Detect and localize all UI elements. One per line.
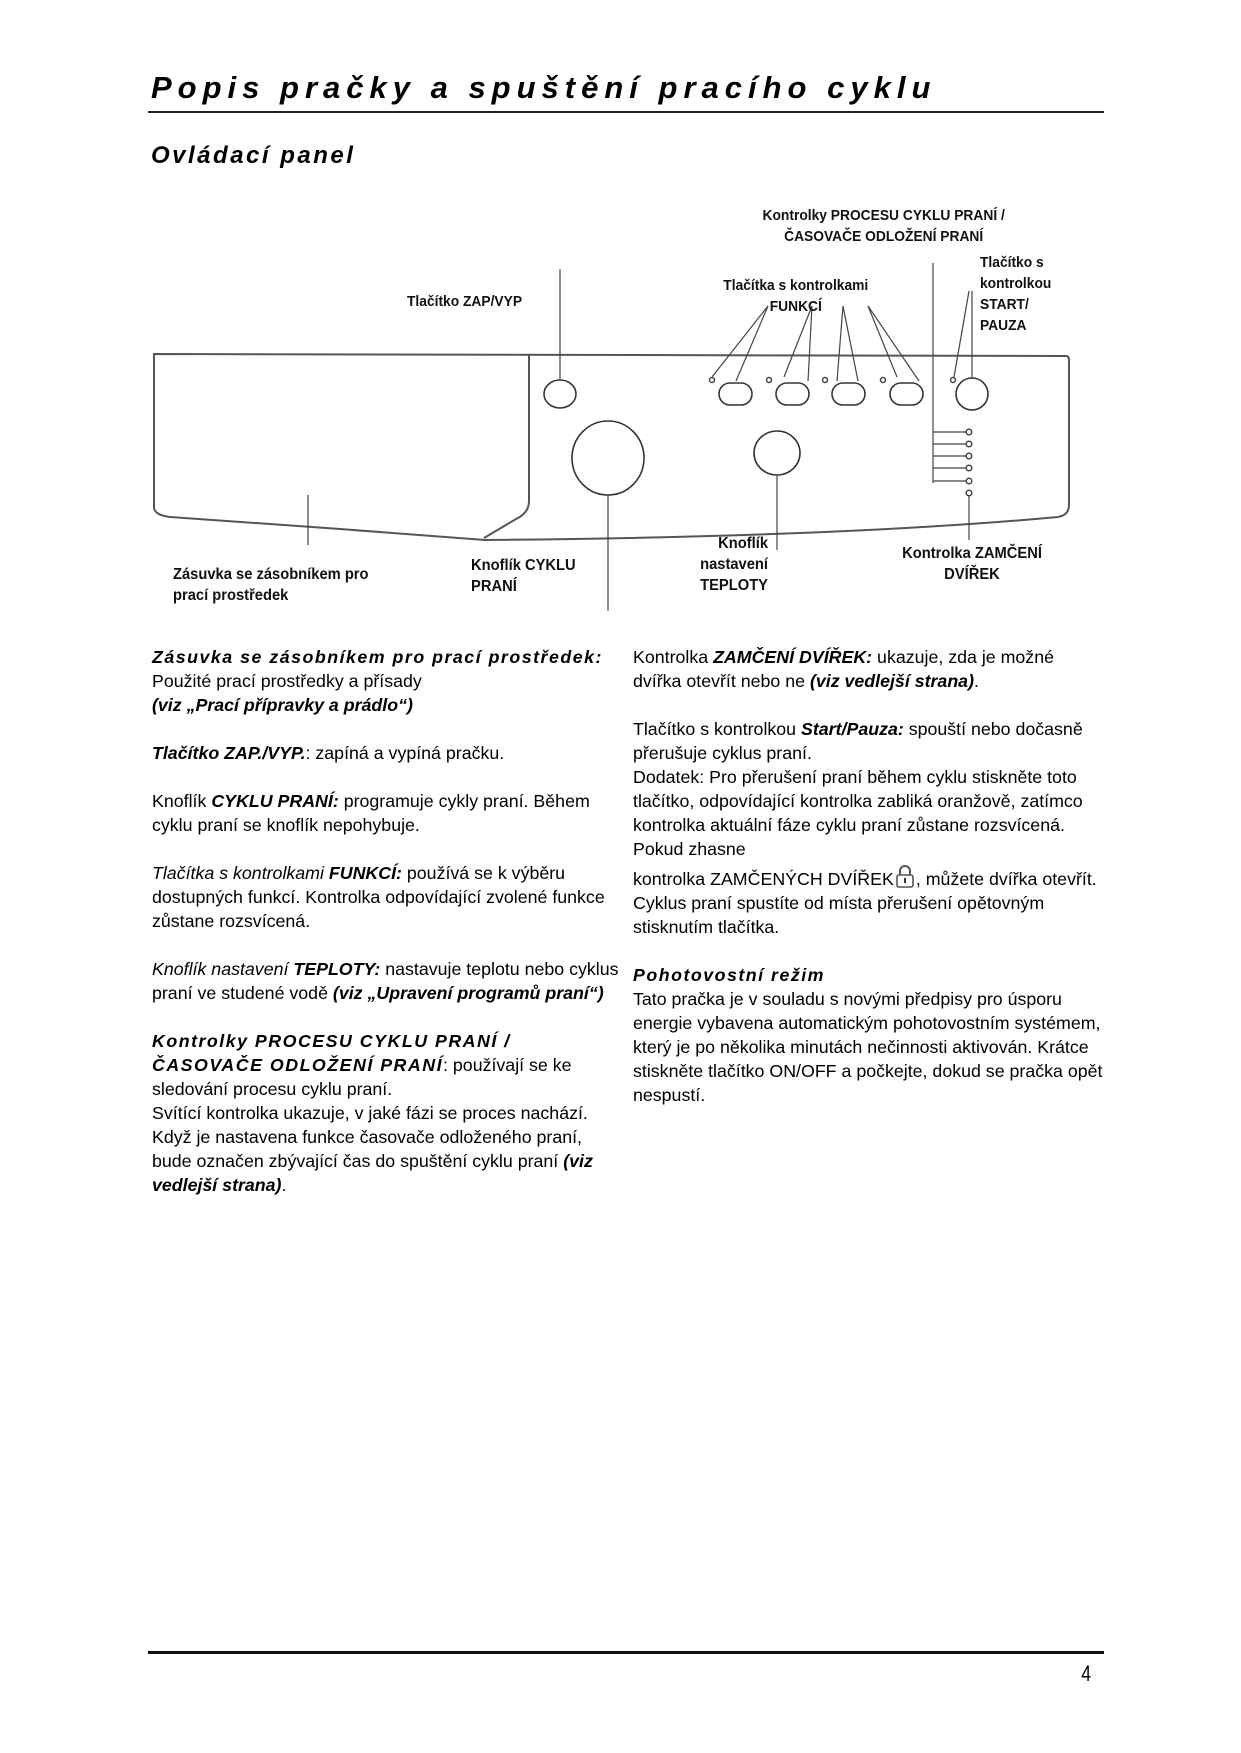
label-line: Zásuvka se zásobníkem pro xyxy=(173,566,369,583)
function-button-3-drawing xyxy=(832,383,865,405)
drawer-edge xyxy=(484,354,529,538)
label-line: Tlačítka s kontrolkami xyxy=(723,277,869,294)
left-column xyxy=(152,645,622,1197)
text: ukazuje, zda je možné dvířka otevřít nebo ne xyxy=(633,647,1054,691)
text: Tlačítka s kontrolkami xyxy=(152,863,329,883)
text: . xyxy=(281,1175,287,1195)
cross-reference: (viz „Prací přípravky a prádlo“) xyxy=(152,695,413,715)
label-temp-knob xyxy=(667,533,768,596)
label-line: kontrolkou xyxy=(980,275,1052,292)
text: Použité prací prostředky a přísady xyxy=(152,671,422,691)
drawer-description xyxy=(152,645,622,717)
text: Kontrolka xyxy=(633,647,714,667)
label-line: PAUZA xyxy=(980,317,1027,334)
label-line: Knoflík CYKLU xyxy=(471,557,576,574)
progress-leds-description xyxy=(152,1029,622,1197)
text: : zapíná a vypíná pračku. xyxy=(305,743,505,763)
control-panel-diagram xyxy=(140,195,1100,615)
page-number: 4 xyxy=(1081,1661,1092,1686)
right-column xyxy=(633,645,1103,1107)
standby-section xyxy=(633,963,1103,1107)
label-line: FUNKCÍ xyxy=(769,298,822,315)
label-start-pause xyxy=(980,252,1051,336)
lock-icon xyxy=(895,864,915,888)
term: Start/Pauza: xyxy=(801,719,904,739)
text: nastavuje teplotu nebo cyklus praní ve studené vodě xyxy=(152,959,619,1003)
text: Tlačítko s kontrolkou xyxy=(633,719,802,739)
label-line: ČASOVAČE ODLOŽENÍ PRANÍ xyxy=(784,228,984,245)
text: programuje cykly praní. Během cyklu praní se knoflík nepohybuje. xyxy=(152,791,590,835)
term: TEPLOTY: xyxy=(293,959,381,979)
label-line: Kontrolky PROCESU CYKLU PRANÍ / xyxy=(762,207,1005,224)
term: ZAMČENÍ DVÍŘEK: xyxy=(713,647,873,667)
term: Zásuvka se zásobníkem pro prací prostředek: xyxy=(152,647,603,667)
cross-reference: (viz vedlejší strana) xyxy=(152,1151,593,1195)
label-on-off: Tlačítko ZAP/VYP xyxy=(407,293,523,310)
function-button-2-drawing xyxy=(776,383,809,405)
label-line: Tlačítko s xyxy=(980,254,1044,271)
label-line: PRANÍ xyxy=(471,578,517,595)
cross-reference: (viz „Upravení programů praní“) xyxy=(332,983,604,1003)
term: Tlačítko ZAP./VYP. xyxy=(152,743,306,763)
text: : používají se ke sledování procesu cyklu praní. xyxy=(152,1055,572,1099)
label-line: Kontrolka ZAMČENÍ xyxy=(902,545,1042,562)
cycle-knob-drawing xyxy=(572,421,644,495)
label-cycle-knob xyxy=(471,555,576,597)
label-door-lock xyxy=(889,543,1055,585)
label-progress-leds xyxy=(763,205,1005,247)
term: Kontrolky PROCESU CYKLU PRANÍ / ČASOVAČE ODLOŽENÍ PRANÍ xyxy=(152,1031,511,1075)
cross-reference: (viz vedlejší strana) xyxy=(809,671,974,691)
label-line: TEPLOTY xyxy=(700,577,768,594)
footer-divider xyxy=(148,1651,1104,1654)
label-drawer xyxy=(173,564,369,606)
text: Knoflík xyxy=(152,791,212,811)
term: FUNKCÍ: xyxy=(328,863,402,883)
standby-heading: Pohotovostní režim xyxy=(633,965,825,985)
on-off-button-drawing xyxy=(544,380,576,408)
section-title: Ovládací panel xyxy=(151,142,356,169)
text: spouští nebo dočasně přerušuje cyklus praní. xyxy=(633,719,1083,763)
temp-knob-description xyxy=(152,957,622,1005)
label-line: nastavení xyxy=(700,556,768,573)
door-lock-description xyxy=(633,645,1103,693)
text: Cyklus praní spustíte od místa přerušení opětovným stisknutím tlačítka. xyxy=(633,893,1045,937)
start-pause-description xyxy=(633,717,1103,939)
start-pause-button-drawing xyxy=(956,378,988,410)
function-button-4-drawing xyxy=(890,383,923,405)
panel-outline xyxy=(154,354,1069,540)
text: používá se k výběru dostupných funkcí. Kontrolka odpovídající zvolené funkce zůstane rozsvícená. xyxy=(152,863,605,931)
cycle-knob-description xyxy=(152,789,622,837)
text: Tato pračka je v souladu s novými předpisy pro úsporu energie vybavena automatickým pohotovostním systémem, který je po několika minutách nečinnosti aktivován. Krátce stiskněte tlačítko ON/OFF a počkejte, dokud se pračka opět nespustí. xyxy=(633,989,1103,1105)
term: CYKLU PRANÍ: xyxy=(211,791,339,811)
label-line: prací prostředek xyxy=(173,587,289,604)
on-off-description xyxy=(152,741,622,765)
label-line: Knoflík xyxy=(718,535,768,552)
function-button-1-drawing xyxy=(719,383,752,405)
label-function-buttons xyxy=(723,275,868,317)
text: kontrolka ZAMČENÝCH DVÍŘEK xyxy=(633,869,894,889)
label-line: START/ xyxy=(980,296,1029,313)
text: Dodatek: Pro přerušení praní během cyklu stiskněte toto tlačítko, odpovídající kontrolka zabliká oranžově, zatímco kontrolka aktuální fáze cyklu praní zůstane rozsvícená. Pokud zhasne xyxy=(633,767,1083,859)
title-divider xyxy=(148,111,1104,113)
text: Svítící kontrolka ukazuje, v jaké fázi se proces nachází. xyxy=(152,1103,588,1123)
text: Když je nastavena funkce časovače odloženého praní, bude označen zbývající čas do spuštění cyklu praní xyxy=(152,1127,582,1171)
label-line: DVÍŘEK xyxy=(944,566,1000,583)
function-buttons-description xyxy=(152,861,622,933)
text: . xyxy=(974,671,979,691)
page-title: Popis pračky a spuštění pracího cyklu xyxy=(151,70,937,105)
text: , můžete dvířka otevřít. xyxy=(915,869,1097,889)
temp-knob-drawing xyxy=(754,431,800,475)
text: Knoflík nastavení xyxy=(152,959,294,979)
